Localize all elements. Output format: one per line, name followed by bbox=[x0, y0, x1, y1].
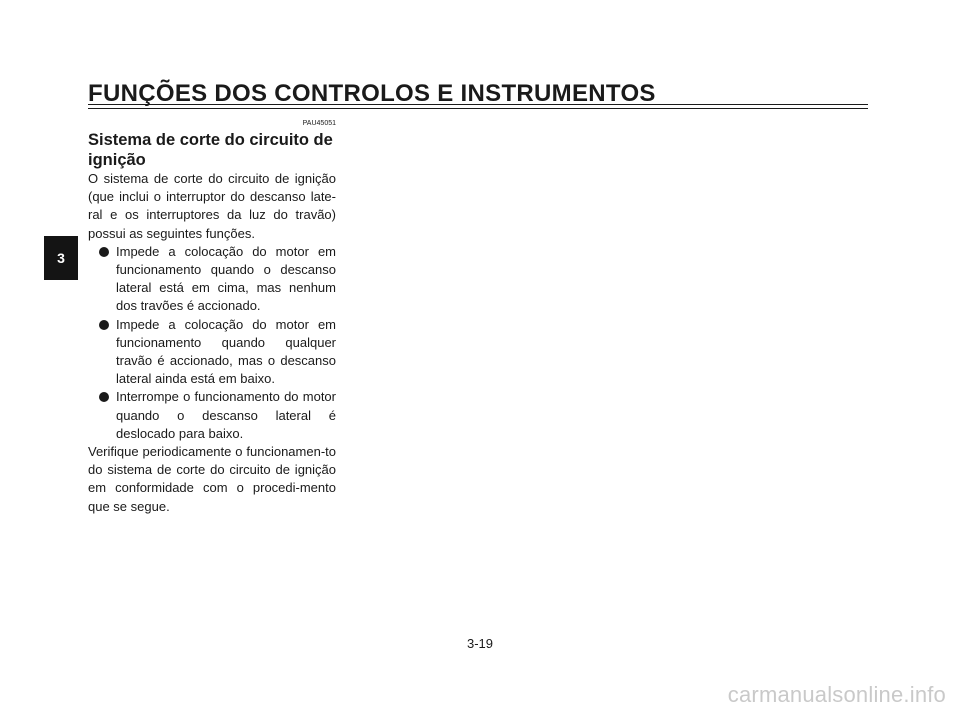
closing-paragraph: Verifique periodicamente o funcionamen-to do sistema de corte do circuito de ignição em conformidade com o procedi-mento que se segue. bbox=[88, 444, 336, 514]
list-item-text: Impede a colocação do motor em funcionamento quando o descanso lateral está em cima, mas nenhum dos travões é accionado. bbox=[116, 243, 336, 314]
list-item bbox=[99, 243, 336, 316]
intro-paragraph: O sistema de corte do circuito de ignição (que inclui o interruptor do descanso late-ral e os interruptores da luz do travão) possui as seguintes funções. bbox=[88, 171, 336, 241]
chapter-title: FUNÇÕES DOS CONTROLOS E INSTRUMENTOS bbox=[88, 80, 656, 107]
list-item bbox=[99, 388, 336, 443]
list-item-text: Interrompe o funcionamento do motor quando o descanso lateral é deslocado para baixo. bbox=[116, 389, 336, 441]
content-column bbox=[88, 118, 336, 516]
bullet-icon bbox=[99, 320, 109, 330]
page-number: 3-19 bbox=[466, 636, 494, 651]
reference-code: PAU45051 bbox=[302, 120, 336, 127]
bullet-icon bbox=[99, 247, 109, 257]
function-list bbox=[88, 243, 336, 443]
bullet-icon bbox=[99, 392, 109, 402]
chapter-tab-label: 3 bbox=[57, 250, 65, 266]
header-rule-top bbox=[88, 104, 868, 105]
section-heading: Sistema de corte do circuito de ignição bbox=[88, 131, 333, 169]
header-rule-bottom bbox=[88, 108, 868, 109]
list-item bbox=[99, 316, 336, 389]
page-header bbox=[88, 80, 868, 110]
watermark: carmanualsonline.info bbox=[727, 682, 946, 707]
chapter-tab bbox=[44, 236, 78, 280]
list-item-text: Impede a colocação do motor em funcionamento quando qualquer travão é accionado, mas o descanso lateral ainda está em baixo. bbox=[116, 316, 336, 387]
